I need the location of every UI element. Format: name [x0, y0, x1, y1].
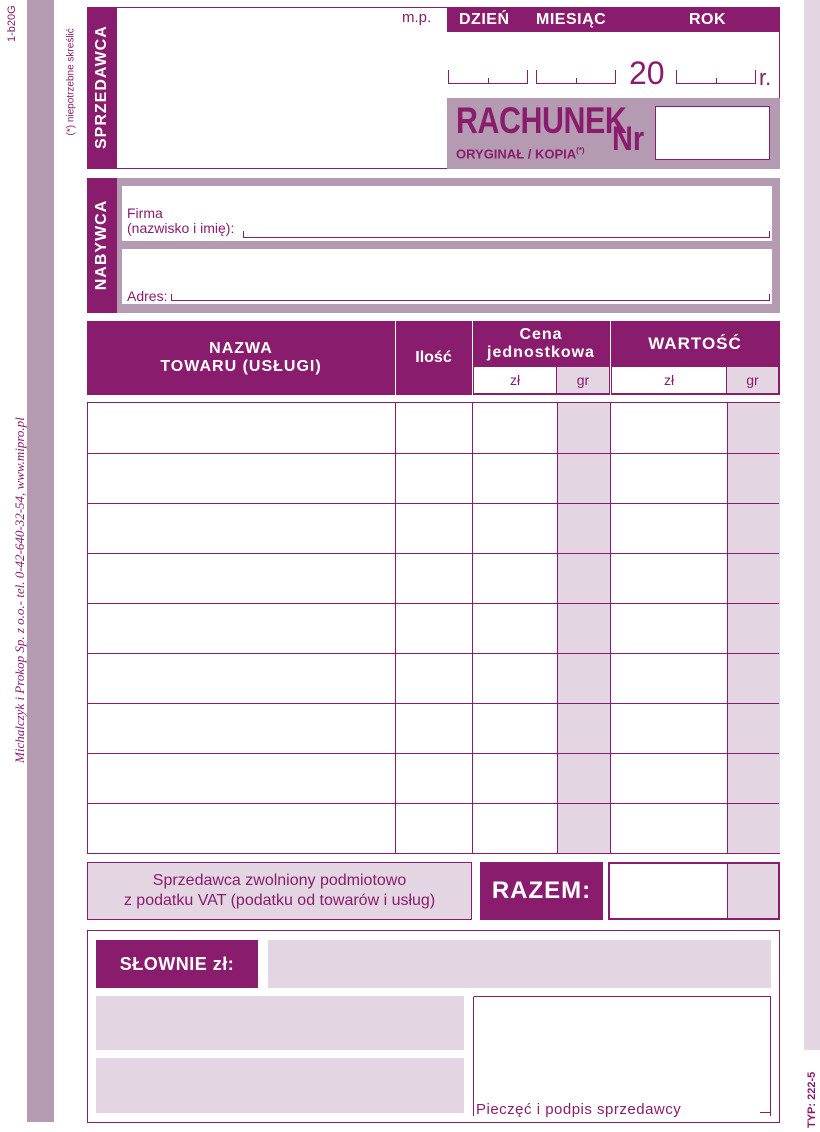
table-row: [88, 753, 779, 803]
item-value-zl-cell[interactable]: [610, 703, 727, 753]
date-day: DZIEŃ: [459, 11, 510, 28]
left-margin-strip: [27, 0, 54, 1122]
item-qty-cell[interactable]: [395, 653, 472, 703]
item-price-gr-cell[interactable]: [557, 803, 610, 853]
item-price-zl-cell[interactable]: [472, 553, 557, 603]
invoice-number-field[interactable]: [655, 106, 770, 160]
invoice-title: RACHUNEK: [456, 100, 627, 141]
item-value-gr-cell[interactable]: [727, 403, 780, 453]
seller-label: SPRZEDAWCA: [93, 25, 110, 149]
item-value-gr-cell[interactable]: [727, 503, 780, 553]
item-value-gr-cell[interactable]: [727, 603, 780, 653]
item-value-zl-cell[interactable]: [610, 603, 727, 653]
table-row: [88, 703, 779, 753]
item-value-gr-cell[interactable]: [727, 453, 780, 503]
publisher-info: Michalczyk i Prokop Sp. z o.o.- tel. 0-42-640-32-54, www.mipro.pl: [12, 417, 27, 763]
signature-box[interactable]: [473, 996, 771, 1116]
item-value-gr-cell[interactable]: [727, 703, 780, 753]
item-value-gr-cell[interactable]: [727, 553, 780, 603]
in-words-label: SŁOWNIE zł:: [96, 940, 258, 988]
col-qty-header: Ilość: [415, 349, 452, 366]
table-row: [88, 403, 779, 453]
table-row: [88, 603, 779, 653]
item-name-cell[interactable]: [88, 753, 395, 803]
item-price-gr-cell[interactable]: [557, 653, 610, 703]
col-name-line1: NAZWA: [209, 340, 273, 357]
item-price-gr-cell[interactable]: [557, 553, 610, 603]
item-value-gr-cell[interactable]: [727, 803, 780, 853]
item-value-zl-cell[interactable]: [610, 453, 727, 503]
invoice-nr: Nr: [612, 120, 645, 158]
buyer-address-field[interactable]: [122, 249, 772, 304]
value-zl-header: zł: [612, 367, 726, 393]
item-value-zl-cell[interactable]: [610, 553, 727, 603]
total-label: RAZEM:: [480, 862, 603, 920]
buyer-firm-line2: (nazwisko i imię):: [127, 220, 235, 236]
col-price-line1: Cena: [519, 325, 563, 343]
item-name-cell[interactable]: [88, 403, 395, 453]
date-year: ROK: [689, 11, 727, 28]
item-price-gr-cell[interactable]: [557, 403, 610, 453]
item-name-cell[interactable]: [88, 503, 395, 553]
signature-label: Pieczęć i podpis sprzedawcy: [476, 1101, 682, 1118]
item-price-zl-cell[interactable]: [472, 403, 557, 453]
total-gr-field[interactable]: [727, 864, 778, 918]
invoice-subtitle-text: ORYGINAŁ / KOPIA: [456, 146, 577, 162]
item-qty-cell[interactable]: [395, 403, 472, 453]
date-month: MIESIĄC: [536, 11, 607, 28]
item-name-cell[interactable]: [88, 803, 395, 853]
item-price-zl-cell[interactable]: [472, 603, 557, 653]
col-price-line2: jednostkowa: [487, 343, 595, 361]
item-value-zl-cell[interactable]: [610, 503, 727, 553]
date-suffix: r.: [759, 65, 772, 90]
footnote: (*) niepotrzebne skreślić: [65, 28, 77, 136]
vat-note-line2: z podatku VAT (podatku od towarów i usług): [123, 892, 436, 909]
vat-exemption-note: [87, 862, 472, 920]
table-row: [88, 503, 779, 553]
item-qty-cell[interactable]: [395, 703, 472, 753]
in-words-field[interactable]: [268, 940, 771, 988]
item-name-cell[interactable]: [88, 703, 395, 753]
date-century: 20: [629, 55, 665, 91]
buyer-firm-line1: Firma: [127, 205, 163, 221]
price-zl-header: zł: [474, 367, 556, 393]
table-body: [87, 402, 780, 854]
type-code: TYP: 222-5: [806, 1071, 818, 1128]
notes-field-2[interactable]: [96, 1058, 464, 1113]
item-price-zl-cell[interactable]: [472, 703, 557, 753]
item-price-zl-cell[interactable]: [472, 753, 557, 803]
item-price-gr-cell[interactable]: [557, 453, 610, 503]
item-name-cell[interactable]: [88, 653, 395, 703]
buyer-address-label: Adres:: [127, 288, 168, 304]
table-row: [88, 653, 779, 703]
item-qty-cell[interactable]: [395, 603, 472, 653]
total-value-field[interactable]: [608, 862, 780, 920]
col-value-header: WARTOŚĆ: [648, 333, 742, 353]
item-qty-cell[interactable]: [395, 503, 472, 553]
item-price-gr-cell[interactable]: [557, 503, 610, 553]
item-name-cell[interactable]: [88, 553, 395, 603]
value-gr-header: gr: [727, 367, 778, 393]
item-qty-cell[interactable]: [395, 753, 472, 803]
table-row: [88, 453, 779, 503]
item-price-zl-cell[interactable]: [472, 653, 557, 703]
col-name-header: [87, 321, 395, 395]
price-gr-header: gr: [557, 367, 609, 393]
item-price-zl-cell[interactable]: [472, 803, 557, 853]
vat-note-line1: Sprzedawca zwolniony podmiotowo: [152, 872, 407, 889]
item-value-zl-cell[interactable]: [610, 803, 727, 853]
right-margin-strip: [804, 0, 820, 1050]
item-price-zl-cell[interactable]: [472, 503, 557, 553]
item-name-cell[interactable]: [88, 603, 395, 653]
invoice-subtitle-mark: (*): [576, 146, 585, 155]
item-price-gr-cell[interactable]: [557, 703, 610, 753]
item-price-zl-cell[interactable]: [472, 453, 557, 503]
item-price-gr-cell[interactable]: [557, 603, 610, 653]
item-name-cell[interactable]: [88, 453, 395, 503]
table-row: [88, 553, 779, 603]
buyer-firm-label: [127, 206, 234, 236]
item-price-gr-cell[interactable]: [557, 753, 610, 803]
notes-field-1[interactable]: [96, 996, 464, 1050]
item-value-gr-cell[interactable]: [727, 653, 780, 703]
item-qty-cell[interactable]: [395, 453, 472, 503]
item-value-zl-cell[interactable]: [610, 403, 727, 453]
item-value-zl-cell[interactable]: [610, 653, 727, 703]
col-price-header: [472, 321, 610, 366]
item-value-gr-cell[interactable]: [727, 753, 780, 803]
date-mp: m.p.: [402, 9, 432, 26]
table-row: [88, 803, 779, 853]
item-qty-cell[interactable]: [395, 803, 472, 853]
item-value-zl-cell[interactable]: [610, 753, 727, 803]
col-name-line2: TOWARU (USŁUGI): [160, 358, 322, 375]
buyer-label: NABYWCA: [93, 199, 110, 291]
item-qty-cell[interactable]: [395, 553, 472, 603]
invoice-subtitle: [456, 146, 585, 161]
form-code: 1-b20G: [6, 5, 18, 42]
